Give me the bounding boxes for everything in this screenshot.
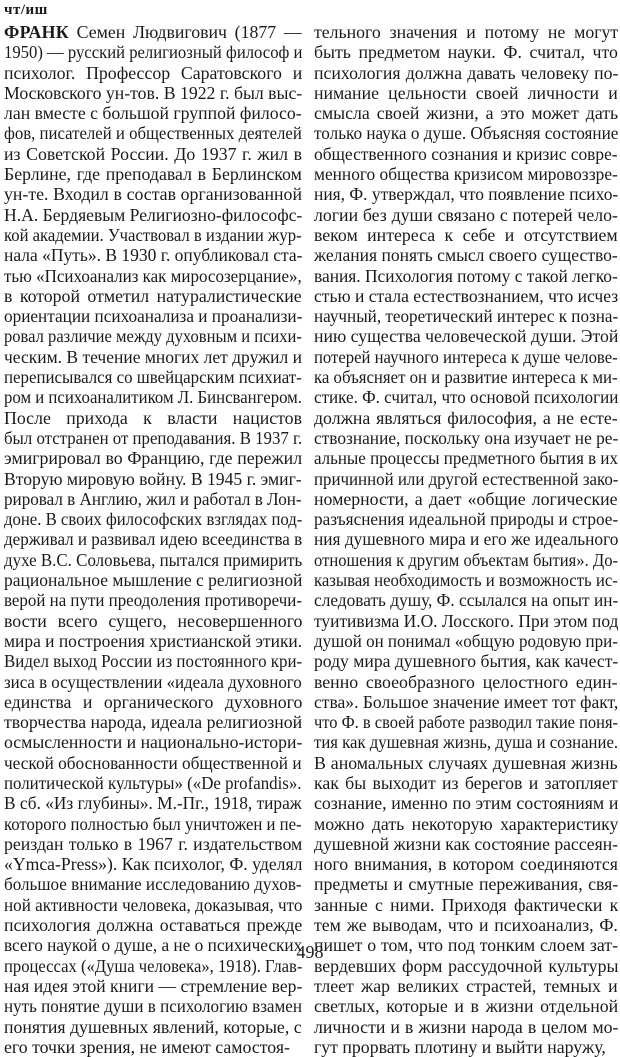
text-line: творчества народа, идеала религиозной: [4, 712, 302, 733]
text-line: как бы выходит из берегов и затопляет: [314, 772, 618, 793]
text-line: «Ymca-Press»). Как психолог, Ф. уделял: [4, 854, 302, 875]
text-line: Видел выход России из постоянного кри-: [4, 651, 302, 672]
text-line: ния душевного мира и его же идеального: [314, 529, 618, 550]
text-line: быть предметом науки. Ф. считал, что: [314, 42, 618, 63]
text-line: ориентации психоанализа и проанализи-: [4, 306, 302, 327]
text-line: зиса в осуществлении «идеала духовного: [4, 671, 302, 692]
text-line: мира и построения христианской этики.: [4, 630, 302, 651]
text-line: роду мира душевного бытия, как качест-: [314, 651, 618, 672]
text-line: ровал различие между духовным и психи-: [4, 326, 302, 347]
text-line: духе В.С. Соловьева, пытался примирить: [4, 549, 302, 570]
text-line: был отстранен от преподавания. В 1937 г.: [4, 427, 302, 448]
text-line: переписывался со швейцарским психиат-: [4, 367, 302, 388]
text-line: желания понять смысл своего существо-: [314, 245, 618, 266]
text-line: следовать душу, Ф. ссылался на опыт ин-: [314, 590, 618, 611]
text-line: предметы и смутные переживания, свя-: [314, 874, 618, 895]
text-line: альные процессы предметного бытия в их: [314, 448, 618, 469]
left-column: [4, 22, 302, 1057]
text-line: общественного сознания и кризис совре-: [314, 143, 618, 164]
text-line: научный, теоретический интерес к позна-: [314, 306, 618, 327]
text-line: веком интереса к себе и отсутствием: [314, 224, 618, 245]
text-line: которого полностью был уничтожен и пе-: [4, 813, 302, 834]
text-line: ная идея этой книги — стремление вер-: [4, 975, 302, 996]
page-number: 498: [296, 942, 324, 962]
text-line: вердевших форм рассудочной культуры: [314, 955, 618, 976]
text-line: психология должна давать человеку по-: [314, 62, 618, 83]
text-line: Н.А. Бердяевым Религиозно-философс-: [4, 204, 302, 225]
entry-headword: ФРАНК: [4, 22, 69, 42]
text-line: смысла своей жизни, а это может дать: [314, 103, 618, 124]
right-column-lines: [314, 22, 618, 1057]
text-line: стике. Ф. считал, что основой психологии: [314, 387, 618, 408]
text-line: понятия душевных явлений, которые, с: [4, 1016, 302, 1037]
text-line: что Ф. в своей работе разводил такие поня-: [314, 712, 618, 733]
text-line: ства». Большое значение имеет тот факт,: [314, 691, 618, 712]
text-line: разъяснения идеальной природы и строе-: [314, 509, 618, 530]
text-line: казывая необходимость и возможность ис-: [314, 570, 618, 591]
text-line: После прихода к власти нацистов: [4, 407, 302, 428]
text-line: ного внимания, в котором соединяются: [314, 854, 618, 875]
text-line: рировал в Англию, жил и работал в Лон-: [4, 488, 302, 509]
text-line: ствознание, поскольку она изучает не ре-: [314, 427, 618, 448]
headword-line-rest: Семен Людвигович (1877 —: [68, 22, 302, 42]
text-line: тем же выводам, что и психоанализ, Ф.: [314, 915, 618, 936]
left-column-lines: [4, 42, 302, 1057]
text-line: ния, Ф. утверждал, что появление психо-: [314, 184, 618, 205]
text-line: верой на пути преодоления противоречи-: [4, 590, 302, 611]
text-line: 1950) — русский религиозный философ и: [4, 42, 302, 63]
text-line: В сб. «Из глубины». М.-Пг., 1918, тираж: [4, 793, 302, 814]
text-line: реиздан только в 1967 г. издательством: [4, 833, 302, 854]
text-line: фов, писателей и общественных деятелей: [4, 123, 302, 144]
text-line: его точки зрения, не имеют самостоя-: [4, 1036, 290, 1057]
text-line: нию существа человеческой души. Этой: [314, 326, 618, 347]
text-line: нимание цельности своей личности и: [314, 82, 618, 103]
text-line: пишет о том, что под тонким слоем зат-: [314, 935, 618, 956]
text-line: [4, 22, 302, 42]
text-line: политической культуры» («De profandis».: [4, 772, 302, 793]
text-line: процессах («Душа человека», 1918). Глав-: [4, 955, 302, 976]
text-line: душой он понимал «общую родовую при-: [314, 630, 618, 651]
text-line: логии без души связано с потерей чело-: [314, 204, 618, 225]
text-line: только наука о душе. Объясняя состояние: [314, 123, 618, 144]
text-line: кой академии. Участвовал в издании жур-: [4, 224, 302, 245]
right-column: [314, 22, 618, 1057]
text-line: ной активности человека, доказывая, что: [4, 894, 302, 915]
text-line: ческим. В течение многих лет дружил и: [4, 346, 302, 367]
text-line: номерности, а дает «общие логические: [314, 488, 618, 509]
text-line: Вторую мировую войну. В 1945 г. эмиг-: [4, 468, 302, 489]
text-line: туитивизма И.О. Лосского. При этом под: [314, 610, 618, 631]
text-line: эмигрировал во Францию, где пережил: [4, 448, 302, 469]
text-line: осмысленности и национально-истори-: [4, 732, 302, 753]
text-line: венно своеобразного целостного един-: [314, 671, 618, 692]
text-line: личности и в жизни народа в целом мо-: [314, 1016, 618, 1037]
text-line: потерей научного интереса к душе челове-: [314, 346, 618, 367]
text-line: тия как душевная жизнь, душа и сознание.: [314, 732, 618, 753]
text-line: гут прорвать плотину и выйти наружу,: [314, 1036, 606, 1057]
text-line: нала «Путь». В 1930 г. опубликовал ста-: [4, 245, 302, 266]
text-line: единства и органического духовного: [4, 691, 302, 712]
text-line: всего наукой о душе, а не о психических: [4, 935, 302, 956]
text-line: тельного значения и потому не могут: [314, 22, 618, 42]
text-line: психология должна оставаться прежде: [4, 915, 302, 936]
text-line: душевной жизни как состояние рассеян-: [314, 833, 618, 854]
text-line: ка объясняет он и развитие интереса к ми-: [314, 367, 618, 388]
text-line: стью и стала естествознанием, что исчез: [314, 285, 618, 306]
text-line: большое внимание исследованию духов-: [4, 874, 302, 895]
text-line: вания. Психология потому с такой легко-: [314, 265, 618, 286]
text-line: должна являться философия, а не есте-: [314, 407, 618, 428]
text-line: менного общества кризисом мировоззре-: [314, 164, 618, 185]
text-line: ун-те. Входил в состав организованной: [4, 184, 302, 205]
text-line: сознание, именно по этим состояниям и: [314, 793, 618, 814]
text-line: отношения к другим объектам бытия». До-: [314, 549, 618, 570]
text-line: тлеет жар великих страстей, темных и: [314, 975, 618, 996]
text-line: из Советской России. До 1937 г. жил в: [4, 143, 302, 164]
text-line: причинной или другой естественной зако-: [314, 468, 618, 489]
text-line: Берлине, где преподавал в Берлинском: [4, 164, 302, 185]
text-line: доне. В своих философских взглядах под-: [4, 509, 302, 530]
text-line: лан вместе с большой группой филосо-: [4, 103, 302, 124]
text-line: Московского ун-тов. В 1922 г. был выс-: [4, 82, 302, 103]
text-line: ческой обоснованности общественной и: [4, 752, 302, 773]
running-head: чт/иш: [4, 2, 48, 18]
text-line: занные с ними. Приходя фактически к: [314, 894, 618, 915]
text-line: в которой отметил натуралистические: [4, 285, 302, 306]
text-line: психолог. Профессор Саратовского и: [4, 62, 302, 83]
text-line: ром и психоаналитиком Л. Бинсвангером.: [4, 387, 302, 408]
text-line: вости всего сущего, несовершенного: [4, 610, 302, 631]
text-line: держивал и развивал идею всеединства в: [4, 529, 302, 550]
text-line: нуть понятие души в психологию взамен: [4, 996, 302, 1017]
text-line: рациональное мышление с религиозной: [4, 570, 302, 591]
text-line: тью «Психоанализ как миросозерцание»,: [4, 265, 302, 286]
text-line: светлых, которые и в жизни отдельной: [314, 996, 618, 1017]
text-line: В аномальных случаях душевная жизнь: [314, 752, 618, 773]
text-line: можно дать некоторую характеристику: [314, 813, 618, 834]
